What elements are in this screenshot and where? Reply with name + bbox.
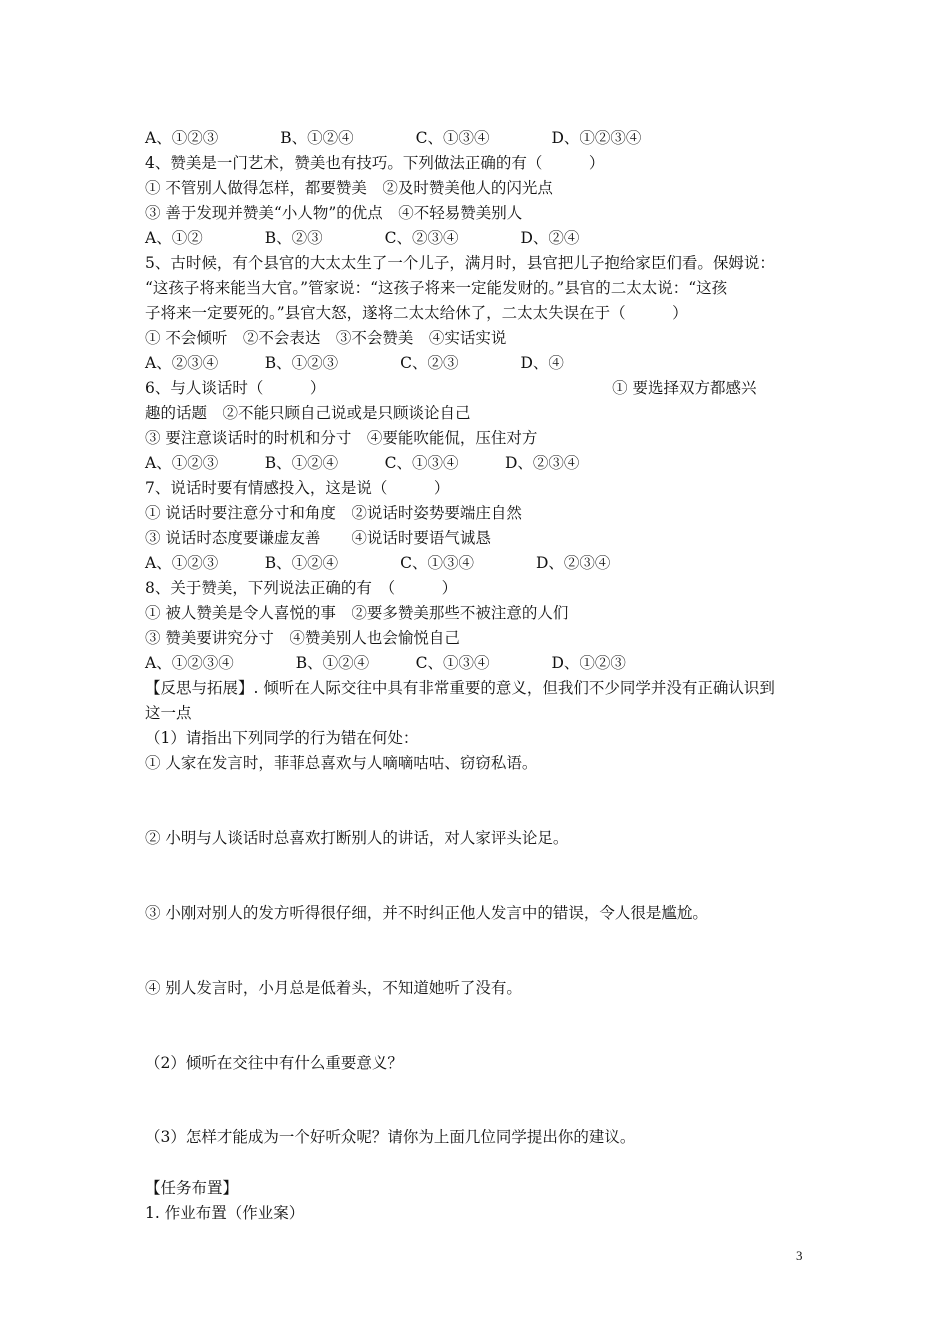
q6-options: A、①②③ B、①②④ C、①③④ D、②③④ [145, 454, 580, 472]
q6-statements-2: ③ 要注意谈话时的时机和分寸 ④要能吹能侃，压住对方 [145, 429, 538, 447]
q7-options: A、①②③ B、①②④ C、①③④ D、②③④ [145, 554, 611, 572]
q4-stem: 4、赞美是一门艺术，赞美也有技巧。下列做法正确的有（ ） [145, 154, 605, 172]
q4-statements-1: ① 不管别人做得怎样，都要赞美 ②及时赞美他人的闪光点 [145, 179, 553, 197]
q8-statements-1: ① 被人赞美是令人喜悦的事 ②要多赞美那些不被注意的人们 [145, 604, 569, 622]
q4-options: A、①② B、②③ C、②③④ D、②④ [145, 229, 580, 247]
q7-stem: 7、说话时要有情感投入，这是说（ ） [145, 479, 450, 497]
homework-item: 1. 作业布置（作业案） [145, 1204, 305, 1222]
case-3: ③ 小刚对别人的发方听得很仔细，并不时纠正他人发言中的错误，令人很是尴尬。 [145, 904, 708, 922]
q5-statements: ① 不会倾听 ②不会表达 ③不会赞美 ④实话实说 [145, 329, 507, 347]
q6-statements-1: 趣的话题 ②不能只顾自己说或是只顾谈论自己 [145, 404, 471, 422]
q5-stem-1: 5、古时候，有个县官的大太太生了一个儿子，满月时，县官把儿子抱给家臣们看。保姆说： [145, 254, 775, 272]
q8-options: A、①②③④ B、①②④ C、①③④ D、①②③ [145, 654, 626, 672]
q7-statements-2: ③ 说话时态度要谦虚友善 ④说话时要语气诚恳 [145, 529, 491, 547]
q5-stem-3: 子将来一定要死的。”县官大怒，遂将二太太给休了，二太太失误在于（ ） [145, 304, 688, 322]
q3-options: A、①②③ B、①②④ C、①③④ D、①②③④ [145, 129, 642, 147]
q7-statements-1: ① 说话时要注意分寸和角度 ②说话时姿势要端庄自然 [145, 504, 522, 522]
case-2: ② 小明与人谈话时总喜欢打断别人的讲话，对人家评头论足。 [145, 829, 569, 847]
reflection-intro-2: 这一点 [145, 704, 192, 722]
q6-stem: 6、与人谈话时（ ） ① 要选择双方都感兴 [145, 379, 757, 397]
q5-stem-2: “这孩子将来能当大官。”管家说：“这孩子将来一定能发财的。”县官的二太太说：“这孩 [145, 279, 728, 297]
q8-stem: 8、关于赞美，下列说法正确的有 （ ） [145, 579, 458, 597]
sub-question-3: （3）怎样才能成为一个好听众呢？请你为上面几位同学提出你的建议。 [145, 1128, 636, 1146]
case-1: ① 人家在发言时，菲菲总喜欢与人嘀嘀咕咕、窃窃私语。 [145, 754, 538, 772]
case-4: ④ 别人发言时，小月总是低着头，不知道她听了没有。 [145, 979, 522, 997]
task-heading: 【任务布置】 [145, 1179, 239, 1197]
sub-question-2: （2）倾听在交往中有什么重要意义？ [145, 1054, 403, 1072]
reflection-intro-1: 【反思与拓展】. 倾听在人际交往中具有非常重要的意义，但我们不少同学并没有正确认识到 [145, 679, 775, 697]
q4-statements-2: ③ 善于发现并赞美“小人物”的优点 ④不轻易赞美别人 [145, 204, 523, 222]
q8-statements-2: ③ 赞美要讲究分寸 ④赞美别人也会愉悦自己 [145, 629, 460, 647]
page-number: 3 [796, 1248, 803, 1263]
sub-question-1: （1）请指出下列同学的行为错在何处： [145, 729, 419, 747]
q5-options: A、②③④ B、①②③ C、②③ D、④ [145, 354, 564, 372]
